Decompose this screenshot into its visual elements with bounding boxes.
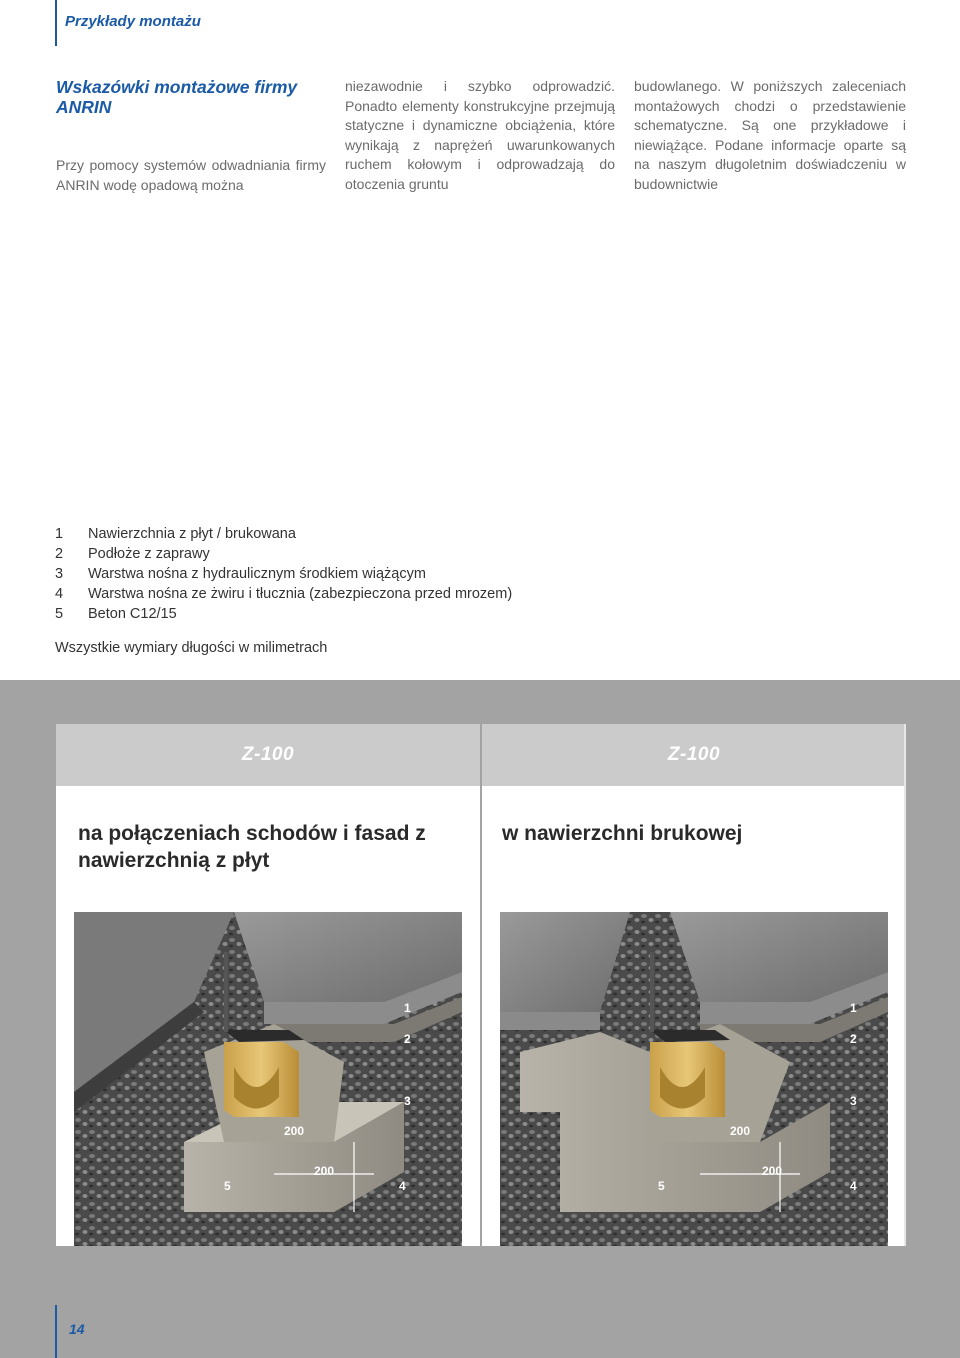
label-5: 5 — [658, 1179, 665, 1193]
legend-item — [55, 604, 512, 624]
intro-column-3: budowlanego. W poniższych zaleceniach montażowych chodzi o przedstawienie schematyczne. Są one przykładowe i niewiążące. Podane informacje oparte są na naszym długoletnim doświadczeniu w budownictwie — [634, 78, 906, 192]
legend-number: 4 — [55, 586, 64, 602]
legend-text: Podłoże z zaprawy — [88, 546, 210, 562]
intro-column-1: Przy pomocy systemów odwadniania firmy ANRIN wodę opadową można — [56, 157, 326, 193]
label-5: 5 — [224, 1179, 231, 1193]
label-3: 3 — [850, 1094, 857, 1108]
label-1: 1 — [850, 1001, 857, 1015]
installation-panel-facade — [56, 724, 480, 1246]
panel-divider — [904, 724, 906, 1246]
legend-number: 3 — [55, 566, 64, 582]
layer-legend — [55, 524, 512, 624]
panel-header — [482, 724, 906, 786]
panel-title: w nawierzchni brukowej — [502, 822, 743, 845]
label-2: 2 — [850, 1032, 857, 1046]
dimension-label: 200 — [284, 1124, 305, 1138]
legend-text: Beton C12/15 — [88, 606, 177, 622]
section-title: Przykłady montażu — [65, 13, 201, 30]
units-note: Wszystkie wymiary długości w milimetrach — [55, 640, 328, 656]
label-3: 3 — [404, 1094, 411, 1108]
legend-text: Nawierzchnia z płyt / brukowana — [88, 526, 296, 542]
legend-item — [55, 544, 512, 564]
legend-number: 1 — [55, 526, 64, 542]
panel-title: na połączeniach schodów i fasad z nawierzchnią z płyt — [78, 822, 426, 872]
panel-header — [56, 724, 480, 786]
label-2: 2 — [404, 1032, 411, 1046]
page-number: 14 — [69, 1321, 85, 1337]
legend-number: 5 — [55, 606, 64, 622]
label-4: 4 — [850, 1179, 857, 1193]
page-header — [55, 0, 201, 46]
dimension-label: 200 — [762, 1164, 783, 1178]
intro-column-2: niezawodnie i szybko odprowadzić. Ponadto elementy konstrukcyjne przejmują statyczne i dynamiczne obciążenia, które wynikają z naprężeń uwarunkowanych ruchem kołowym i odprowadzają do otoczenia gruntu — [345, 78, 615, 192]
dimension-label: 200 — [730, 1124, 751, 1138]
legend-item — [55, 584, 512, 604]
page-footer — [55, 1305, 85, 1358]
legend-item — [55, 524, 512, 544]
legend-text: Warstwa nośna ze żwiru i tłucznia (zabezpieczona przed mrozem) — [88, 586, 513, 602]
label-1: 1 — [404, 1001, 411, 1015]
legend-item — [55, 564, 512, 584]
model-name: Z-100 — [667, 744, 721, 765]
installation-illustration — [500, 912, 888, 1246]
legend-text: Warstwa nośna z hydraulicznym środkiem wiążącym — [88, 566, 426, 582]
installation-panel-paving — [482, 724, 906, 1246]
model-name: Z-100 — [241, 744, 295, 765]
label-4: 4 — [399, 1179, 406, 1193]
dimension-label: 200 — [314, 1164, 335, 1178]
legend-number: 2 — [55, 546, 64, 562]
installation-illustration — [74, 912, 462, 1246]
intro-title: Wskazówki montażowe firmy ANRIN — [56, 77, 298, 117]
